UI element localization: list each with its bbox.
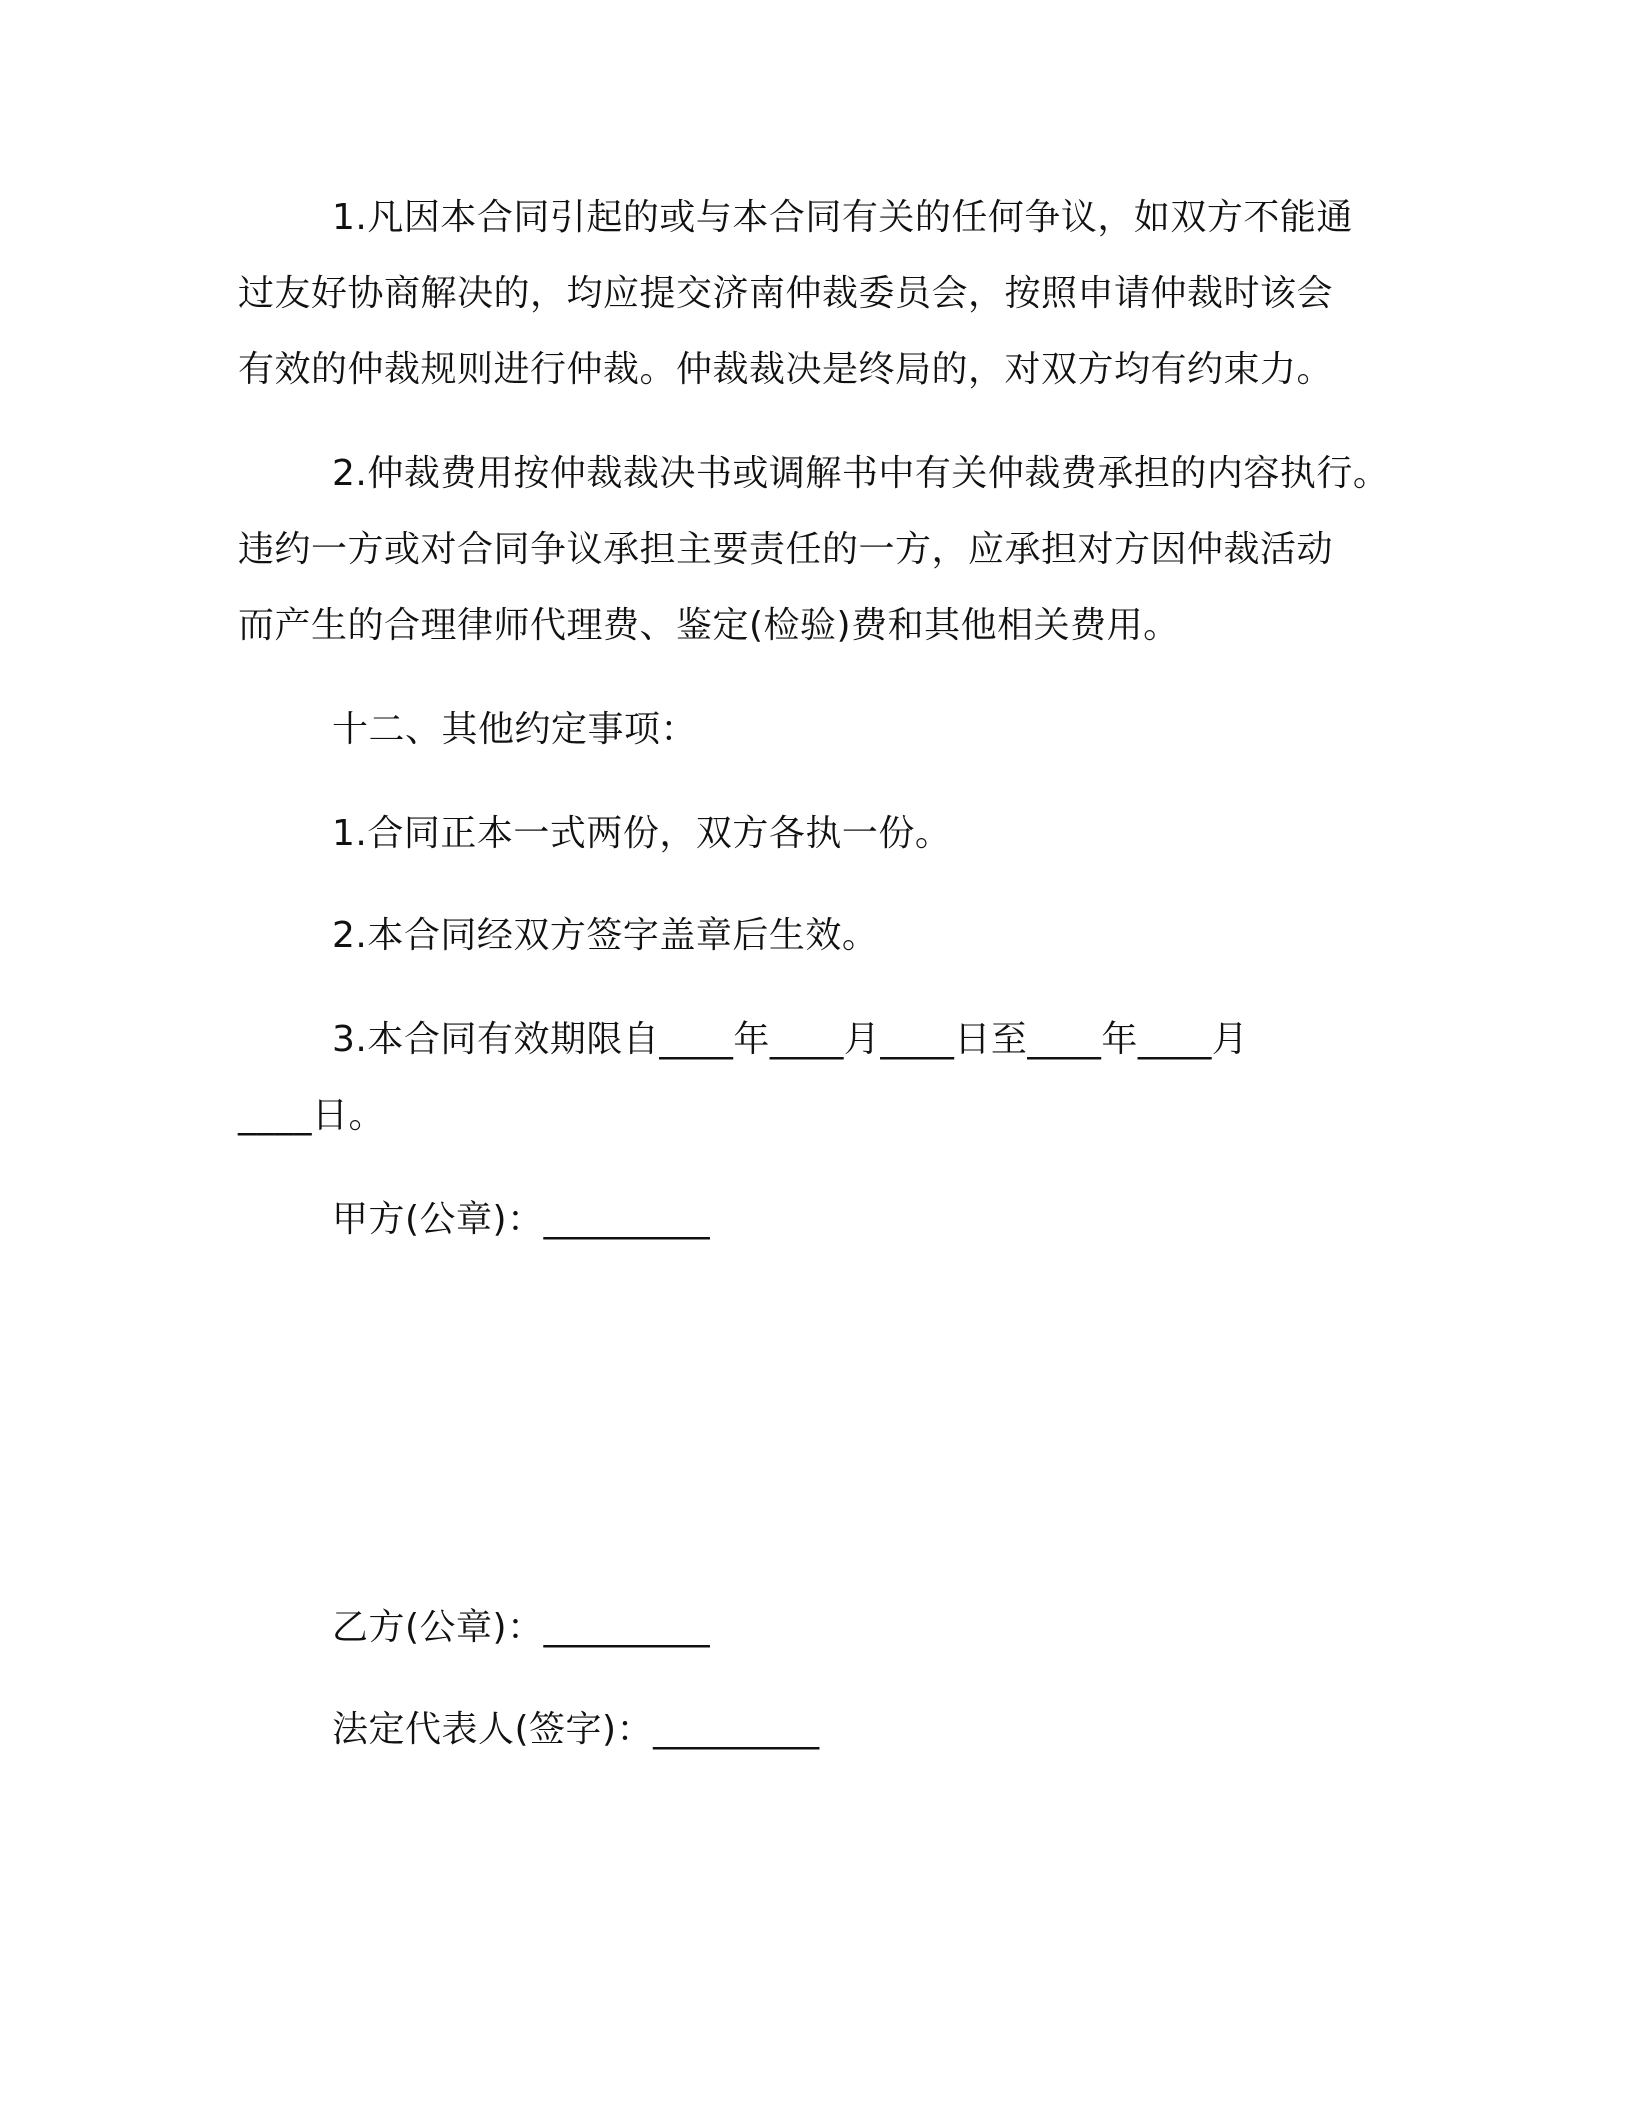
party-b-seal-line: 乙方(公章)：_________: [332, 1607, 711, 1648]
clause-12-3-line-1: 3.本合同有效期限自____年____月____日至____年____月: [332, 1019, 1249, 1060]
clause-11-2-line-1: 2.仲裁费用按仲裁裁决书或调解书中有关仲裁费承担的内容执行。: [332, 453, 1390, 494]
clause-11-2-line-2: 违约一方或对合同争议承担主要责任的一方，应承担对方因仲裁活动: [238, 529, 1334, 570]
clause-11-1-line-1: 1.凡因本合同引起的或与本合同有关的任何争议，如双方不能通: [332, 197, 1353, 238]
clause-12-3-line-2: ____日。: [238, 1095, 386, 1136]
clause-11-2-line-3: 而产生的合理律师代理费、鉴定(检验)费和其他相关费用。: [238, 605, 1180, 646]
party-a-seal-line: 甲方(公章)：_________: [332, 1199, 711, 1240]
clause-11-1-line-2: 过友好协商解决的，均应提交济南仲裁委员会，按照申请仲裁时该会: [238, 273, 1334, 314]
clause-11-1-line-3: 有效的仲裁规则进行仲裁。仲裁裁决是终局的，对双方均有约束力。: [238, 349, 1334, 390]
section-12-heading: 十二、其他约定事项：: [332, 709, 698, 750]
legal-representative-signature-line: 法定代表人(签字)：_________: [332, 1709, 820, 1750]
clause-12-1: 1.合同正本一式两份，双方各执一份。: [332, 813, 952, 854]
clause-12-2: 2.本合同经双方签字盖章后生效。: [332, 915, 879, 956]
